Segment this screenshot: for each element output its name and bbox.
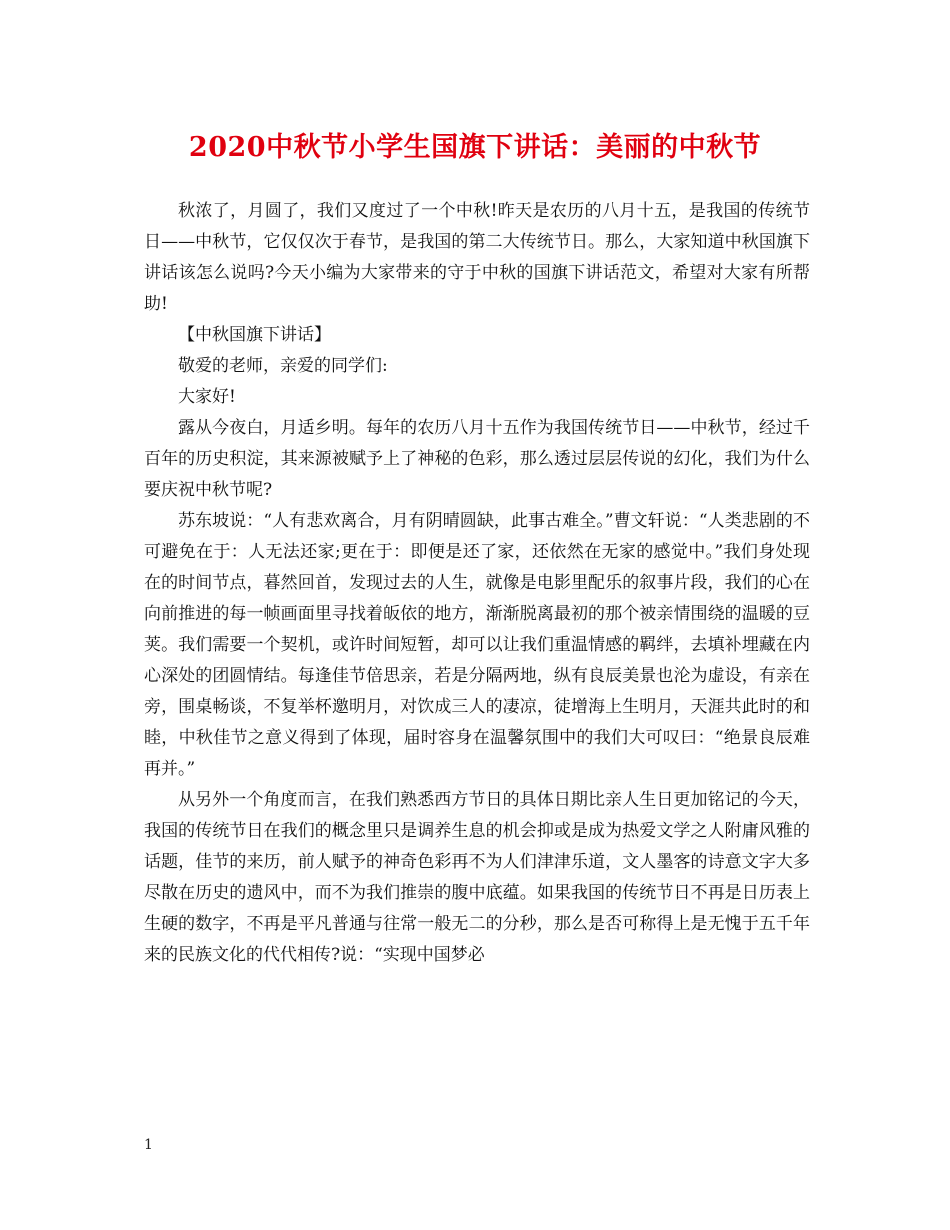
document-body (144, 196, 810, 971)
paragraph-intro: 秋浓了，月圆了，我们又度过了一个中秋!昨天是农历的八月十五，是我国的传统节日——中秋节，它仅仅次于春节，是我国的第二大传统节日。那么，大家知道中秋国旗下讲话该怎么说吗?今天小编为大家带来的守于中秋的国旗下讲话范文，希望对大家有所帮助! (144, 201, 810, 314)
paragraph-body-3: 从另外一个角度而言，在我们熟悉西方节日的具体日期比亲人生日更加铭记的今天，我国的传统节日在我们的概念里只是调养生息的机会抑或是成为热爱文学之人附庸风雅的话题，佳节的来历，前人赋予的神奇色彩再不为人们津津乐道，文人墨客的诗意文字大多尽散在历史的遗风中，而不为我们推崇的腹中底蕴。如果我国的传统节日不再是日历表上生硬的数字，不再是平凡普通与往常一般无二的分秒，那么是否可称得上是无愧于五千年来的民族文化的代代相传?说：“实现中国梦必 (144, 790, 810, 965)
page-number: 1 (144, 1137, 153, 1153)
paragraph-salutation: 敬爱的老师，亲爱的同学们: (178, 356, 388, 376)
paragraph-section-heading: 【中秋国旗下讲话】 (178, 325, 331, 345)
document-title: 2020中秋节小学生国旗下讲话：美丽的中秋节 (188, 132, 762, 163)
paragraph-body-2: 苏东坡说：“人有悲欢离合，月有阴晴圆缺，此事古难全。”曹文轩说：“人类悲剧的不可避免在于：人无法还家;更在于：即便是还了家，还依然在无家的感觉中。”我们身处现在的时间节点，暮然回首，发现过去的人生，就像是电影里配乐的叙事片段，我们的心在向前推进的每一帧画面里寻找着皈依的地方，渐渐脱离最初的那个被亲情围绕的温暖的豆荚。我们需要一个契机，或许时间短暂，却可以让我们重温情感的羁绊，去填补埋藏在内心深处的团圆情结。每逢佳节倍思亲，若是分隔两地，纵有良辰美景也沦为虚设，有亲在旁，围桌畅谈，不复举杯邀明月，对饮成三人的凄凉，徒增海上生明月，天涯共此时的和睦，中秋佳节之意义得到了体现，届时容身在温馨氛围中的我们大可叹曰：“绝景良辰难再并。” (144, 511, 810, 779)
paragraph-body-1: 露从今夜白，月适乡明。每年的农历八月十五作为我国传统节日——中秋节，经过千百年的历史积淀，其来源被赋予上了神秘的色彩，那么透过层层传说的幻化，我们为什么要庆祝中秋节呢? (144, 418, 810, 500)
paragraph-greeting: 大家好! (178, 387, 236, 407)
